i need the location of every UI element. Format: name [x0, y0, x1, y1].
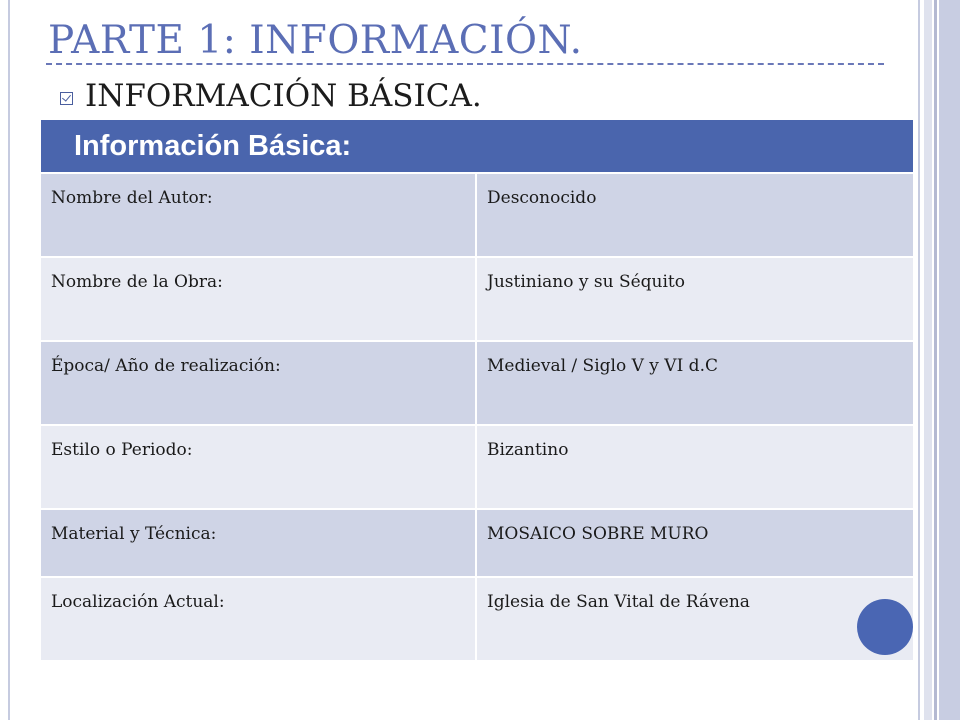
- row-label: Estilo o Periodo:: [41, 425, 476, 509]
- left-border-line: [8, 0, 10, 720]
- row-value: MOSAICO SOBRE MURO: [476, 509, 913, 577]
- slide-title: PARTE 1: INFORMACIÓN.: [48, 18, 583, 63]
- row-label: Localización Actual:: [41, 577, 476, 661]
- row-label: Época/ Año de realización:: [41, 341, 476, 425]
- checkbox-icon: [60, 92, 73, 105]
- bullet-item: [60, 74, 482, 118]
- title-underline: [46, 63, 884, 65]
- row-value: Medieval / Siglo V y VI d.C: [476, 341, 913, 425]
- right-border-stripe: [918, 0, 920, 720]
- table-header: Información Básica:: [41, 120, 913, 173]
- right-border-stripe: [939, 0, 960, 720]
- row-value: Desconocido: [476, 173, 913, 257]
- row-value: Justiniano y su Séquito: [476, 257, 913, 341]
- table-row: [41, 425, 913, 509]
- table-row: [41, 509, 913, 577]
- table-row: [41, 257, 913, 341]
- bullet-text: INFORMACIÓN BÁSICA.: [85, 78, 482, 114]
- row-value: Bizantino: [476, 425, 913, 509]
- right-border-stripe: [924, 0, 932, 720]
- table-header-row: [41, 120, 913, 173]
- row-label: Nombre del Autor:: [41, 173, 476, 257]
- row-label: Material y Técnica:: [41, 509, 476, 577]
- table-row: [41, 341, 913, 425]
- table-row: [41, 173, 913, 257]
- right-border-stripe: [934, 0, 937, 720]
- row-label: Nombre de la Obra:: [41, 257, 476, 341]
- info-table: [41, 120, 913, 662]
- row-value: Iglesia de San Vital de Rávena: [476, 577, 913, 661]
- decorative-circle-icon: [857, 599, 913, 655]
- table-row: [41, 577, 913, 661]
